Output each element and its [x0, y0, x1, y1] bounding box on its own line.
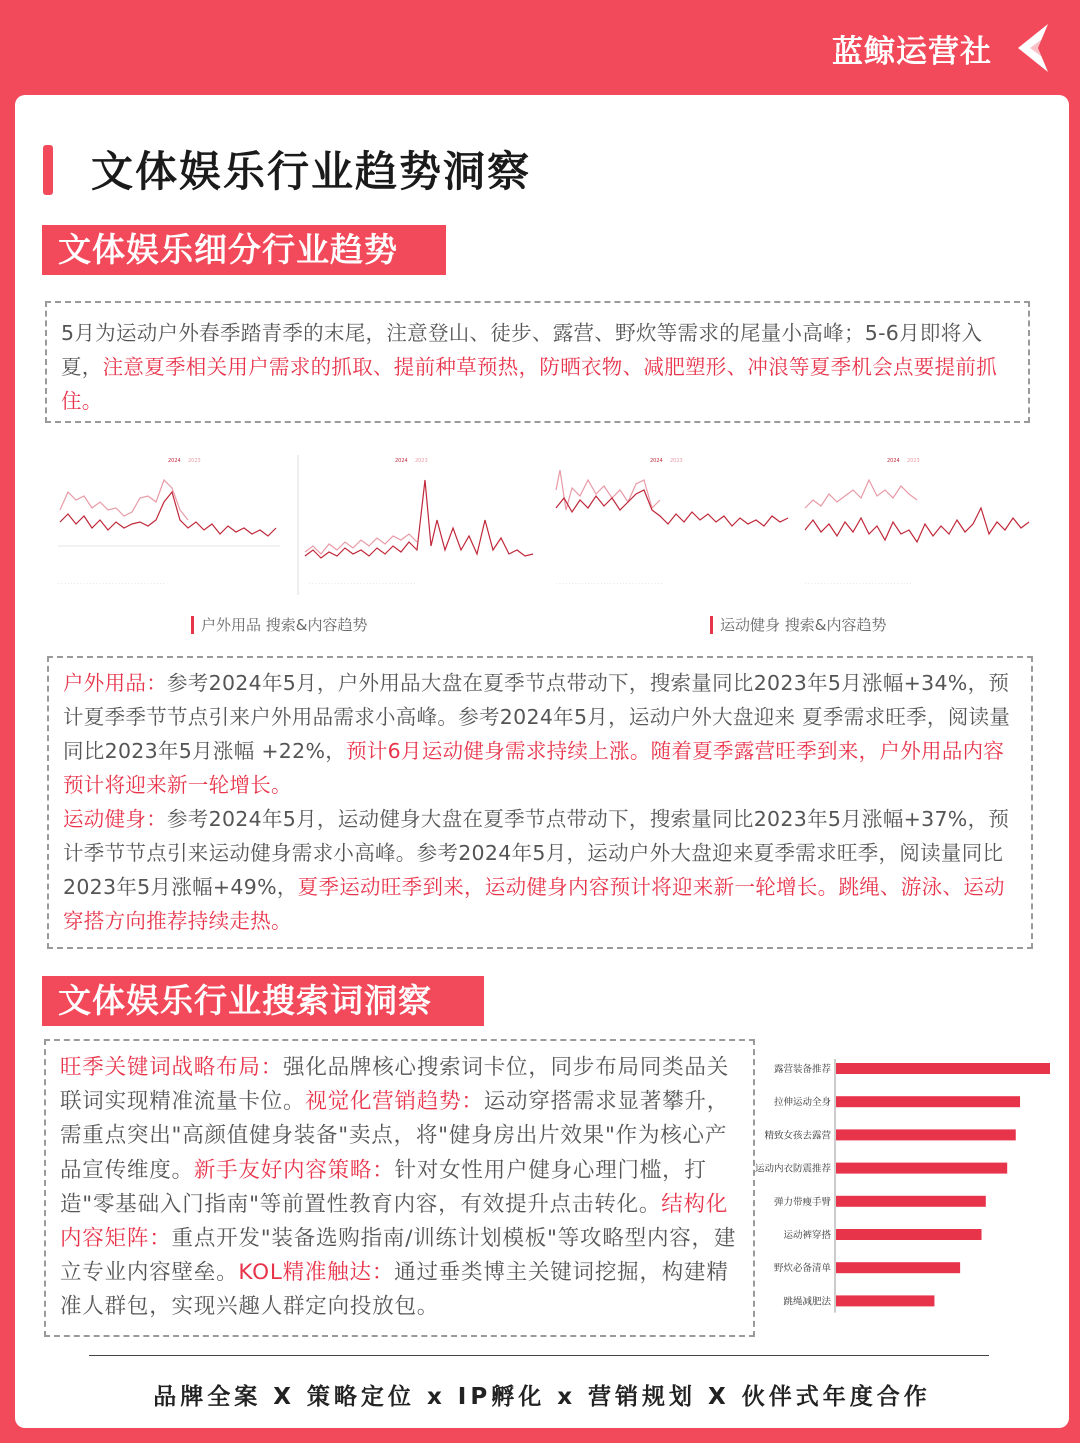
chart-legend-2024: 2024 [650, 458, 663, 464]
bar-label: 露营装备推荐 [773, 1064, 831, 1075]
series-2024-line [60, 492, 276, 536]
chart-legend-2023: 2023 [907, 458, 920, 464]
analysis-outdoor-label: 户外用品： [63, 671, 167, 695]
analysis-outdoor-highlight: 预计6月运动健身需求持续上涨。随着夏季露营旺季到来，户外用品内容预计将迎来新一轮增长。 [63, 739, 1005, 797]
x-axis-ticks: · · · · · · · · · · · · · · · · · · · · · · · · · · · · · · · · · · [556, 581, 663, 587]
strategy-label-kol: KOL精准触达： [238, 1260, 395, 1286]
analysis-outdoor-paragraph [63, 666, 1017, 802]
bar [836, 1163, 1007, 1174]
section-heading-industry-trends: 文体娱乐细分行业趋势 [42, 225, 446, 275]
strategy-text-keywords: 强化品牌核心搜索词卡位，同步布局同类品关联词实现精准流量卡位。 [60, 1055, 730, 1115]
strategy-text-visual: 运动穿搭需求显著攀升，需重点突出"高颜值健身装备"卖点，将"健身房出片效果"作为核心产品宣传维度。 [60, 1089, 730, 1183]
chart-legend-2024: 2024 [168, 458, 181, 464]
strategy-label-beginner: 新手友好内容策略： [193, 1157, 395, 1183]
strategy-label-visual: 视觉化营销趋势： [305, 1089, 484, 1115]
chart-legend-2024: 2024 [887, 458, 900, 464]
bar [836, 1262, 960, 1273]
bar [836, 1129, 1016, 1140]
strategy-label-matrix: 结构化内容矩阵： [60, 1191, 729, 1252]
footer-divider [89, 1355, 989, 1356]
bar-label: 运动内衣防震推荐 [754, 1163, 831, 1175]
chart-legend-2023: 2023 [415, 458, 428, 464]
bar-label: 拉伸运动全身 [773, 1097, 831, 1109]
analysis-fitness-highlight: 夏季运动旺季到来，运动健身内容预计将迎来新一轮增长。跳绳、游泳、运动穿搭方向推荐持续走热。 [63, 875, 1005, 933]
strategy-text-beginner: 针对女性用户健身心理门槛，打造"零基础入门指南"等前置性教育内容，有效提升点击转化。 [60, 1157, 707, 1217]
search-keyword-bar-chart [753, 1055, 1053, 1325]
page-title: 文体娱乐行业趋势洞察 [91, 147, 532, 196]
brand-name: 蓝鲸运营社 [832, 34, 992, 70]
series-2024-line [305, 480, 533, 558]
analysis-fitness-label: 运动健身： [63, 807, 167, 831]
chart-legend-2024: 2024 [395, 458, 408, 464]
trend-chart-fitness-search [550, 450, 795, 600]
search-insights-box [44, 1039, 755, 1337]
bar [836, 1063, 1050, 1074]
series-2024-line [805, 508, 1029, 542]
bar-label: 运动裤穿搭 [783, 1230, 831, 1241]
section-heading-search-insights: 文体娱乐行业搜索词洞察 [42, 976, 484, 1026]
chart-legend-2023: 2023 [670, 458, 683, 464]
chart-caption-fitness: 运动健身 搜索&内容趋势 [710, 616, 886, 634]
content-card [15, 95, 1069, 1428]
chart-caption-outdoor: 户外用品 搜索&内容趋势 [191, 616, 367, 634]
analysis-fitness-paragraph [63, 802, 1017, 938]
analysis-outdoor-text: 参考2024年5月，户外用品大盘在夏季节点带动下，搜索量同比2023年5月涨幅+34%，预计夏季季节节点引来户外用品需求小高峰。参考2024年5月，运动户外大盘迎来 夏季需求旺季，阅读量同比2023年5月涨幅 +22%， [63, 671, 1011, 763]
footer-slogan: 品牌全案 X 策略定位 x IP孵化 x 营销规划 X 伙伴式年度合作 [153, 1384, 931, 1410]
bar [836, 1229, 982, 1240]
bar-label: 精致女孩去露营 [764, 1130, 831, 1142]
bar-label: 野炊必备清单 [773, 1263, 831, 1275]
strategy-text-kol: 通过垂类博主关键词挖掘，构建精准人群包，实现兴趣人群定向投放包。 [60, 1260, 729, 1320]
chart-legend-2023: 2023 [188, 458, 201, 464]
bar [836, 1196, 986, 1207]
intro-paragraph [61, 316, 1014, 418]
x-axis-ticks: · · · · · · · · · · · · · · · · · · · · · · · · · · · · · · · · · · [309, 581, 416, 587]
strategy-label-keywords: 旺季关键词战略布局： [60, 1055, 284, 1080]
brand-logo-icon [1008, 22, 1054, 74]
trend-chart-outdoor-content [295, 450, 540, 600]
trend-chart-outdoor-search [40, 450, 285, 600]
title-accent-bar [43, 145, 53, 195]
intro-plain: 5月为运动户外春季踏青季的末尾，注意登山、徒步、露营、野炊等需求的尾量小高峰；5-6月即将入夏， [61, 321, 983, 379]
intro-highlight: 注意夏季相关用户需求的抓取、提前种草预热，防晒衣物、减肥塑形、冲浪等夏季机会点要提前抓住。 [61, 355, 998, 413]
x-axis-ticks: · · · · · · · · · · · · · · · · · · · · · · · · · · · · · · · · · · [58, 581, 165, 587]
analysis-fitness-text: 参考2024年5月，运动健身大盘在夏季节点带动下，搜索量同比2023年5月涨幅+37%，预计季节节点引来运动健身需求小高峰。参考2024年5月，运动户外大盘迎来夏季需求旺季，阅读量同比2023年5月涨幅+49%， [63, 807, 1010, 899]
analysis-box [47, 656, 1033, 949]
bar [836, 1295, 934, 1306]
x-axis-ticks: · · · · · · · · · · · · · · · · · · · · · · · · · · · · · · · · · · [805, 581, 912, 587]
trend-chart-fitness-content [797, 450, 1042, 600]
bar-label: 跳绳减肥法 [783, 1296, 831, 1308]
bar-label: 弹力带瘦手臂 [773, 1196, 831, 1208]
strategy-text-matrix: 重点开发"装备选购指南/训练计划模板"等攻略型内容，建立专业内容壁垒。 [60, 1226, 737, 1286]
search-insights-paragraph [60, 1051, 739, 1325]
intro-box [45, 301, 1030, 423]
bar [836, 1096, 1020, 1107]
series-2024-line [556, 490, 788, 526]
series-2023-line [805, 480, 917, 508]
series-2023-line [60, 480, 188, 520]
